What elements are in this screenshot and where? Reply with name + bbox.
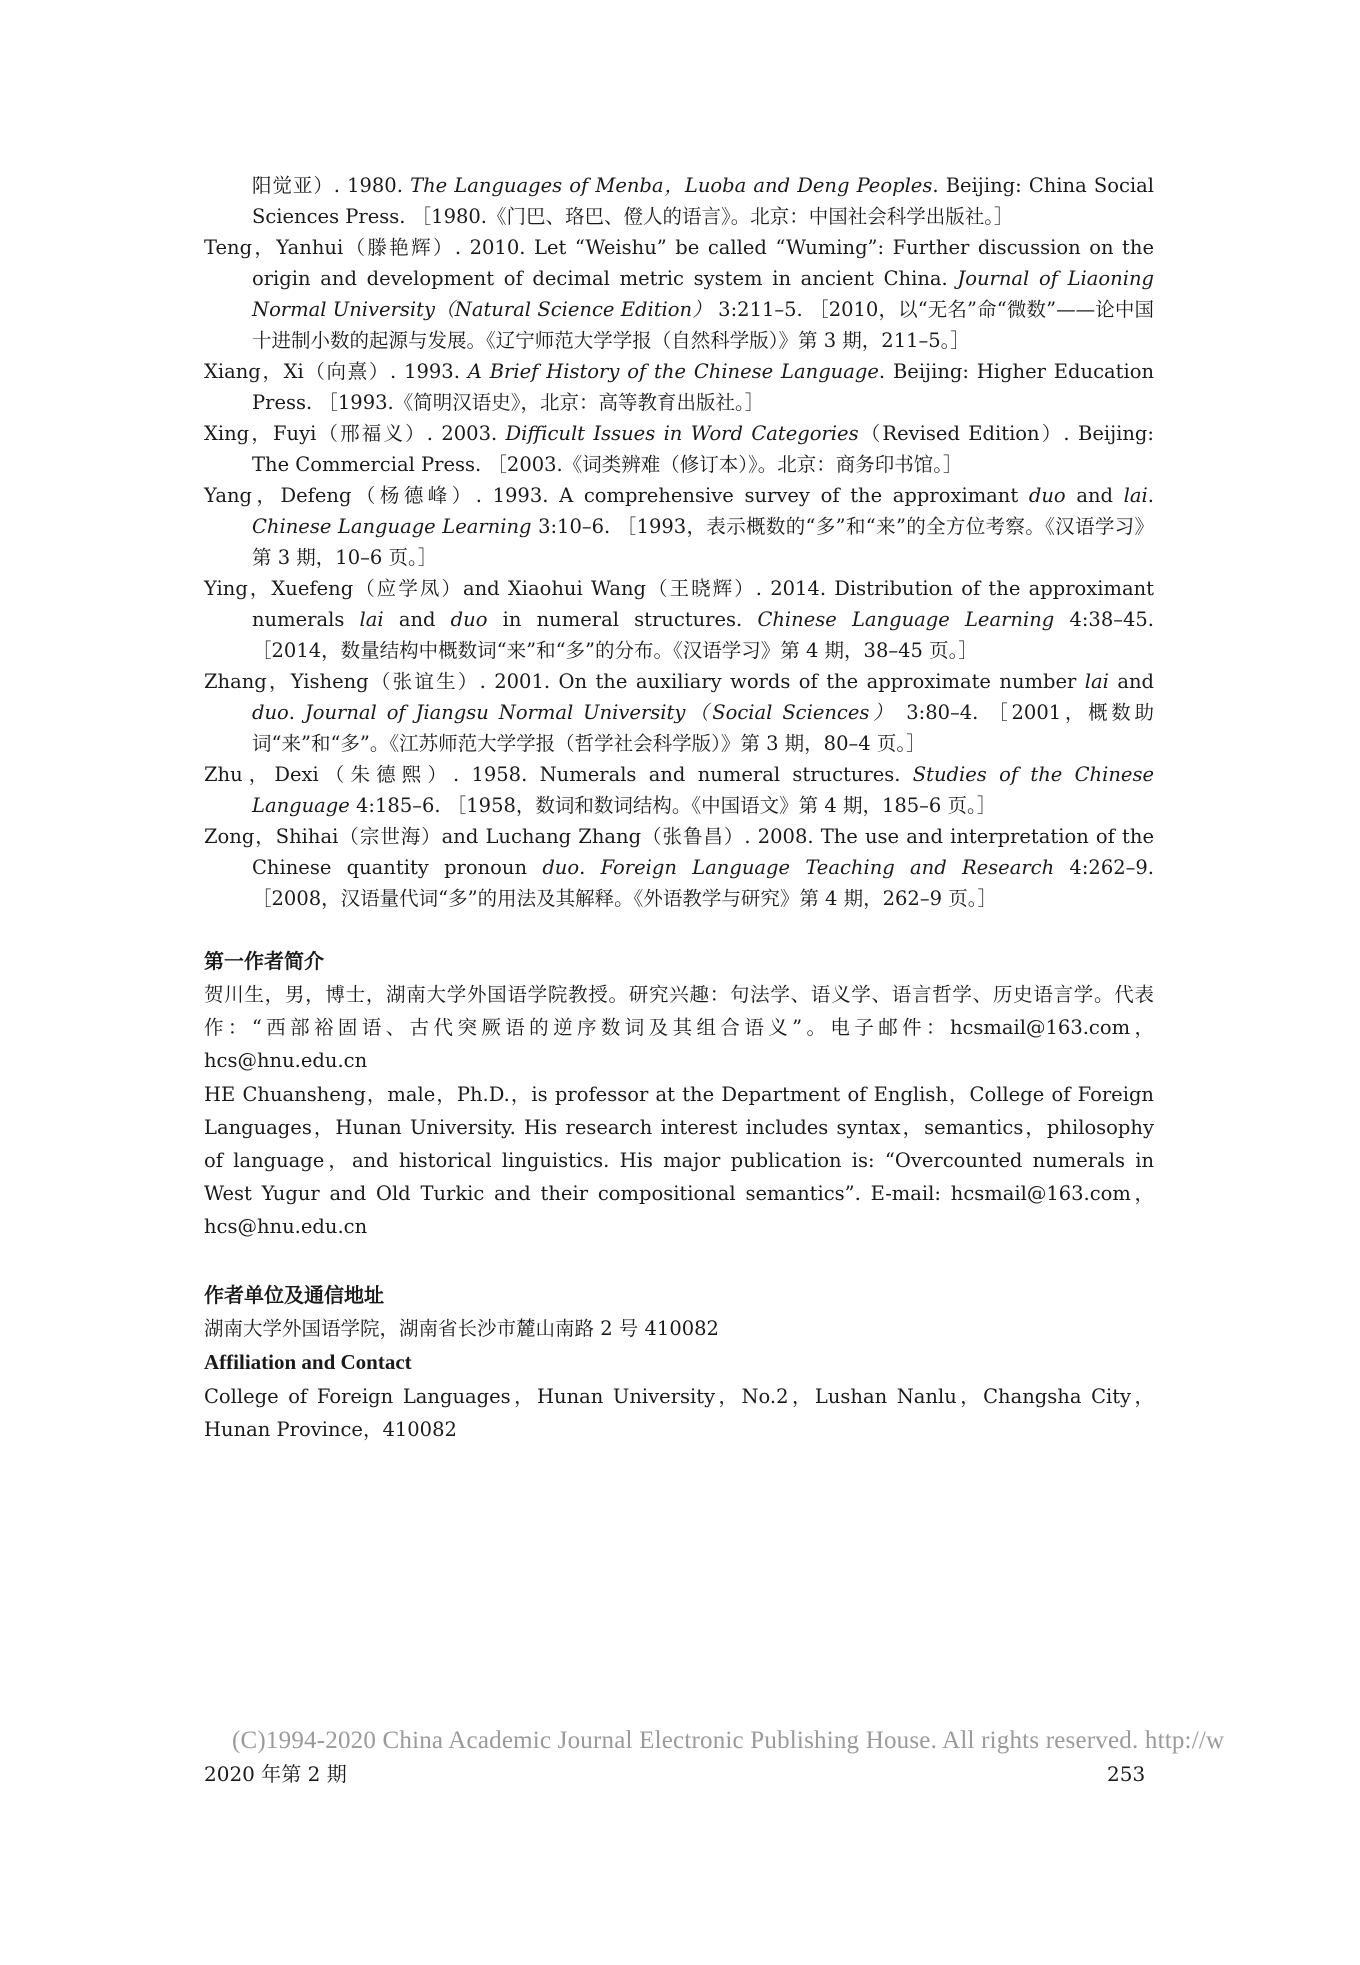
reference-text: 4:262–9. ［2008，汉语量代词“多”的用法及其解释。《外语教学与研究》第 4 期，262–9 页。］ — [252, 856, 1154, 910]
reference-title-italic: The Languages of Menba，Luoba and Deng Peoples — [410, 174, 933, 197]
author-intro-en: HE Chuansheng，male，Ph.D.，is professor at the Department of English，College of Foreign Languages，Hunan University. His research interest includes syntax，semantics，philosophy of language，and historical linguistics. His major publication is: “Overcounted numerals in West Yugur and Old Turkic and their compositional semantics”. E-mail: hcsmail@163.com，hcs@hnu.edu.cn — [204, 1083, 1154, 1238]
copyright-watermark: (C)1994-2020 China Academic Journal Electronic Publishing House. All rights reserved. http://w — [232, 1727, 1225, 1754]
reference-text: Zhang，Yisheng（张谊生）. 2001. On the auxiliary words of the approximate number — [204, 670, 1085, 693]
reference-entry — [204, 666, 1154, 759]
reference-title-italic: Difficult Issues in Word Categories — [505, 422, 859, 445]
author-intro-zh: 贺川生，男，博士，湖南大学外国语学院教授。研究兴趣：句法学、语义学、语言哲学、历史语言学。代表作：“西部裕固语、古代突厥语的逆序数词及其组合语义”。电子邮件：hcsmail@163.com，hcs@hnu.edu.cn — [204, 983, 1154, 1072]
reference-entry — [204, 418, 1154, 480]
reference-text: . Beijing: China Social Sciences Press. ［1980.《门巴、珞巴、僜人的语言》。北京：中国社会科学出版社。］ — [252, 174, 1154, 228]
reference-text: 3:10–6. ［1993，表示概数的“多”和“来”的全方位考察。《汉语学习》第 3 期，10–6 页。］ — [252, 515, 1155, 569]
reference-title-italic: Chinese Language Learning — [252, 515, 532, 538]
reference-text: 4:38–45. ［2014，数量结构中概数词“来”和“多”的分布。《汉语学习》第 4 期，38–45 页。］ — [252, 608, 1154, 662]
reference-entry — [204, 480, 1154, 573]
reference-list — [204, 170, 1154, 914]
reference-text: Xing，Fuyi（邢福义）. 2003. — [204, 422, 506, 445]
reference-entry — [204, 232, 1154, 356]
reference-text: . — [1147, 484, 1154, 507]
affiliation-address-en: College of Foreign Languages，Hunan University，No.2，Lushan Nanlu，Changsha City，Hunan Province，410082 — [204, 1385, 1154, 1441]
reference-title-italic: duo — [542, 856, 580, 879]
reference-title-italic: lai — [1123, 484, 1148, 507]
reference-entry — [204, 170, 1154, 232]
reference-title-italic: A Brief History of the Chinese Language — [467, 360, 879, 383]
issue-label: 2020 年第 2 期 — [204, 1762, 347, 1786]
reference-text: Zong，Shihai（宗世海）and Luchang Zhang（张鲁昌）. 2008. The use and interpretation of the Chinese quantity pronoun — [204, 825, 1154, 879]
reference-text: Zhu，Dexi（朱德熙）. 1958. Numerals and numeral structures. — [204, 763, 913, 786]
reference-text: . — [579, 856, 601, 879]
affiliation-heading-en: Affiliation and Contact — [204, 1350, 412, 1374]
reference-text: . Beijing: Higher Education Press. ［1993.《简明汉语史》，北京：高等教育出版社。］ — [252, 360, 1155, 414]
reference-title-italic: duo — [252, 701, 289, 724]
reference-title-italic: duo — [1028, 484, 1066, 507]
page-number: 253 — [1107, 1762, 1146, 1786]
reference-text: Teng，Yanhui（滕艳辉）. 2010. Let “Weishu” be called “Wuming”: Further discussion on the origin and development of decimal metric system in ancient China. — [204, 236, 1154, 290]
author-intro-heading: 第一作者简介 — [204, 949, 324, 973]
reference-entry — [204, 821, 1154, 914]
reference-title-italic: Journal of Liaoning Normal University（Natural Science Edition） — [252, 267, 1154, 321]
reference-title-italic: Foreign Language Teaching and Research — [600, 856, 1055, 879]
reference-title-italic: Studies of the Chinese Language — [252, 763, 1154, 817]
reference-text: 3:80–4. ［2001，概数助词“来”和“多”。《江苏师范大学学报（哲学社会科学版）》第 3 期，80–4 页。］ — [252, 701, 1154, 755]
reference-text: and — [1065, 484, 1124, 507]
reference-text: 4:185–6. ［1958，数词和数词结构。《中国语文》第 4 期，185–6 页。］ — [349, 794, 997, 817]
reference-title-italic: Journal of Jiangsu Normal University（Social Sciences） — [304, 701, 897, 724]
reference-text: Yang，Defeng（杨德峰）. 1993. A comprehensive survey of the approximant — [204, 484, 1029, 507]
affiliation-heading-zh: 作者单位及通信地址 — [204, 1283, 384, 1307]
reference-entry — [204, 759, 1154, 821]
reference-text: and — [1108, 670, 1154, 693]
reference-entry — [204, 356, 1154, 418]
reference-text: 阳觉亚）. 1980. — [252, 174, 411, 197]
reference-title-italic: duo — [450, 608, 488, 631]
reference-text: Xiang，Xi（向熹）. 1993. — [204, 360, 468, 383]
reference-title-italic: lai — [1084, 670, 1109, 693]
reference-text: and — [383, 608, 451, 631]
reference-text: 3:211–5. ［2010，以“无名”命“微数”——论中国十进制小数的起源与发展。《辽宁师范大学学报（自然科学版）》第 3 期，211–5。］ — [252, 298, 1155, 352]
reference-title-italic: Chinese Language Learning — [757, 608, 1055, 631]
reference-text: . — [288, 701, 305, 724]
affiliation-address-zh: 湖南大学外国语学院，湖南省长沙市麓山南路 2 号 410082 — [204, 1317, 719, 1340]
reference-text: （Revised Edition）. Beijing: The Commercial Press. ［2003.《词类辨难（修订本）》。北京：商务印书馆。］ — [252, 422, 1154, 476]
reference-entry — [204, 573, 1154, 666]
reference-text: Ying，Xuefeng（应学凤）and Xiaohui Wang（王晓辉）. 2014. Distribution of the approximant numerals — [204, 577, 1154, 631]
reference-text: in numeral structures. — [487, 608, 758, 631]
reference-title-italic: lai — [359, 608, 384, 631]
